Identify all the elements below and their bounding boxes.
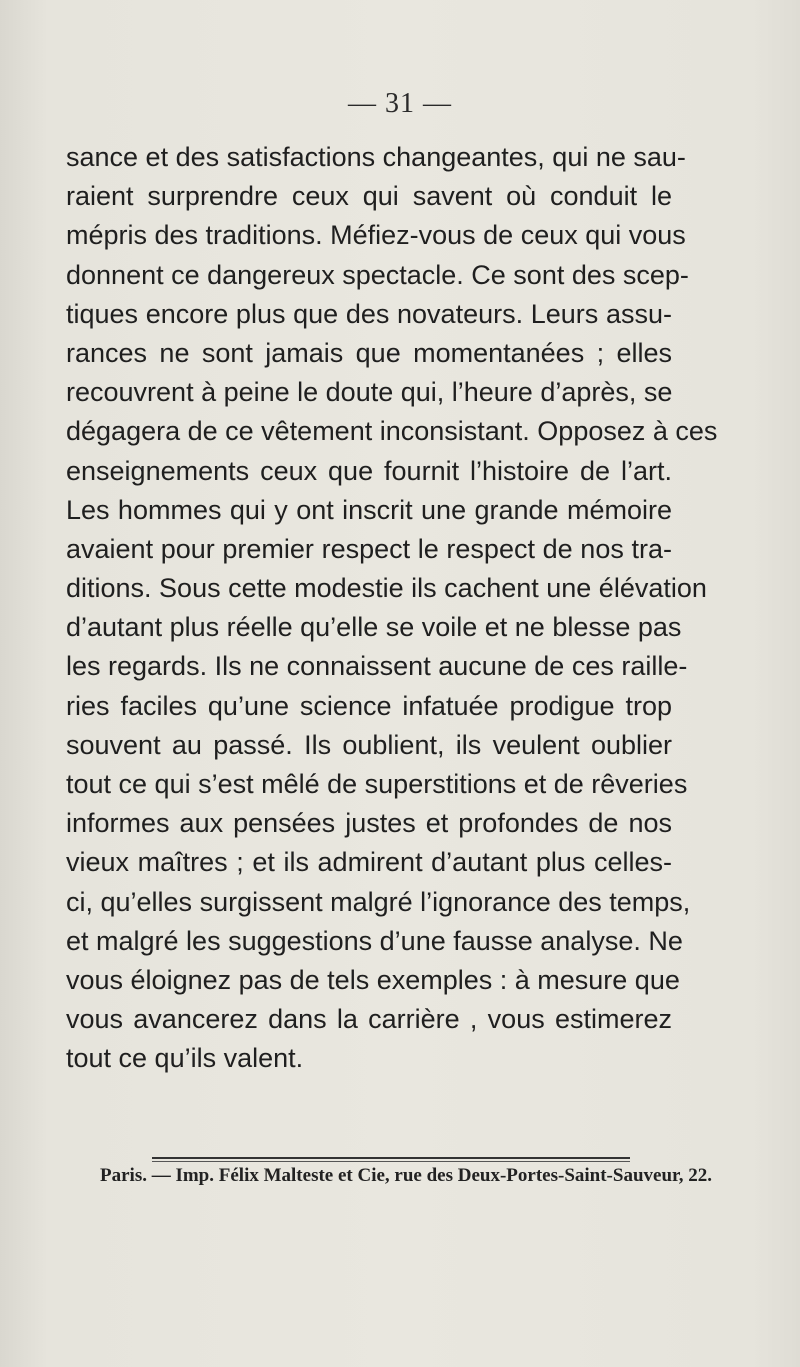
- text-line: ries faciles qu’une science infatuée prodigue trop: [66, 690, 672, 721]
- text-line: enseignements ceux que fournit l’histoire de l’art.: [66, 455, 672, 486]
- printer-imprint: Paris. — Imp. Félix Malteste et Cie, rue des Deux-Portes-Saint-Sauveur, 22.: [100, 1165, 712, 1186]
- text-line: avaient pour premier respect le respect de nos tra-: [66, 533, 672, 564]
- text-line: sance et des satisfactions changeantes, qui ne sau-: [66, 142, 686, 172]
- footer-rule: [152, 1157, 630, 1159]
- body-text: [66, 138, 718, 1079]
- text-line: informes aux pensées justes et profondes de nos: [66, 808, 672, 839]
- text-line: vous éloignez pas de tels exemples : à mesure que: [66, 964, 680, 995]
- text-line: recouvrent à peine le doute qui, l’heure d’après, se: [66, 377, 673, 408]
- text-line: tout ce qui s’est mêlé de superstitions et de rêveries: [66, 769, 688, 799]
- text-line: et malgré les suggestions d’une fausse analyse. Ne: [66, 925, 683, 956]
- text-line: d’autant plus réelle qu’elle se voile et ne blesse pas: [66, 612, 682, 643]
- text-line: vieux maîtres ; et ils admirent d’autant plus celles-: [66, 847, 672, 878]
- page-number: — 31 —: [348, 88, 452, 119]
- text-line: Les hommes qui y ont inscrit une grande mémoire: [66, 494, 672, 525]
- text-line: vous avancerez dans la carrière , vous estimerez: [66, 1004, 672, 1035]
- text-line: souvent au passé. Ils oublient, ils veulent oublier: [66, 729, 672, 760]
- text-line: mépris des traditions. Méfiez-vous de ceux qui vous: [66, 220, 686, 251]
- text-line: tiques encore plus que des novateurs. Leurs assu-: [66, 298, 672, 329]
- footer-rule-thin: [152, 1161, 630, 1162]
- text-line: ci, qu’elles surgissent malgré l’ignorance des temps,: [66, 886, 691, 917]
- text-line: les regards. Ils ne connaissent aucune de ces raille-: [66, 651, 688, 682]
- text-line: donnent ce dangereux spectacle. Ce sont des scep-: [66, 259, 689, 290]
- text-line-last: tout ce qu’ils valent.: [66, 1043, 304, 1074]
- text-line: raient surprendre ceux qui savent où conduit le: [66, 181, 672, 212]
- text-line: dégagera de ce vêtement inconsistant. Opposez à ces: [66, 416, 718, 447]
- text-line: rances ne sont jamais que momentanées ; elles: [66, 337, 672, 368]
- text-line: ditions. Sous cette modestie ils cachent une élévation: [66, 573, 707, 604]
